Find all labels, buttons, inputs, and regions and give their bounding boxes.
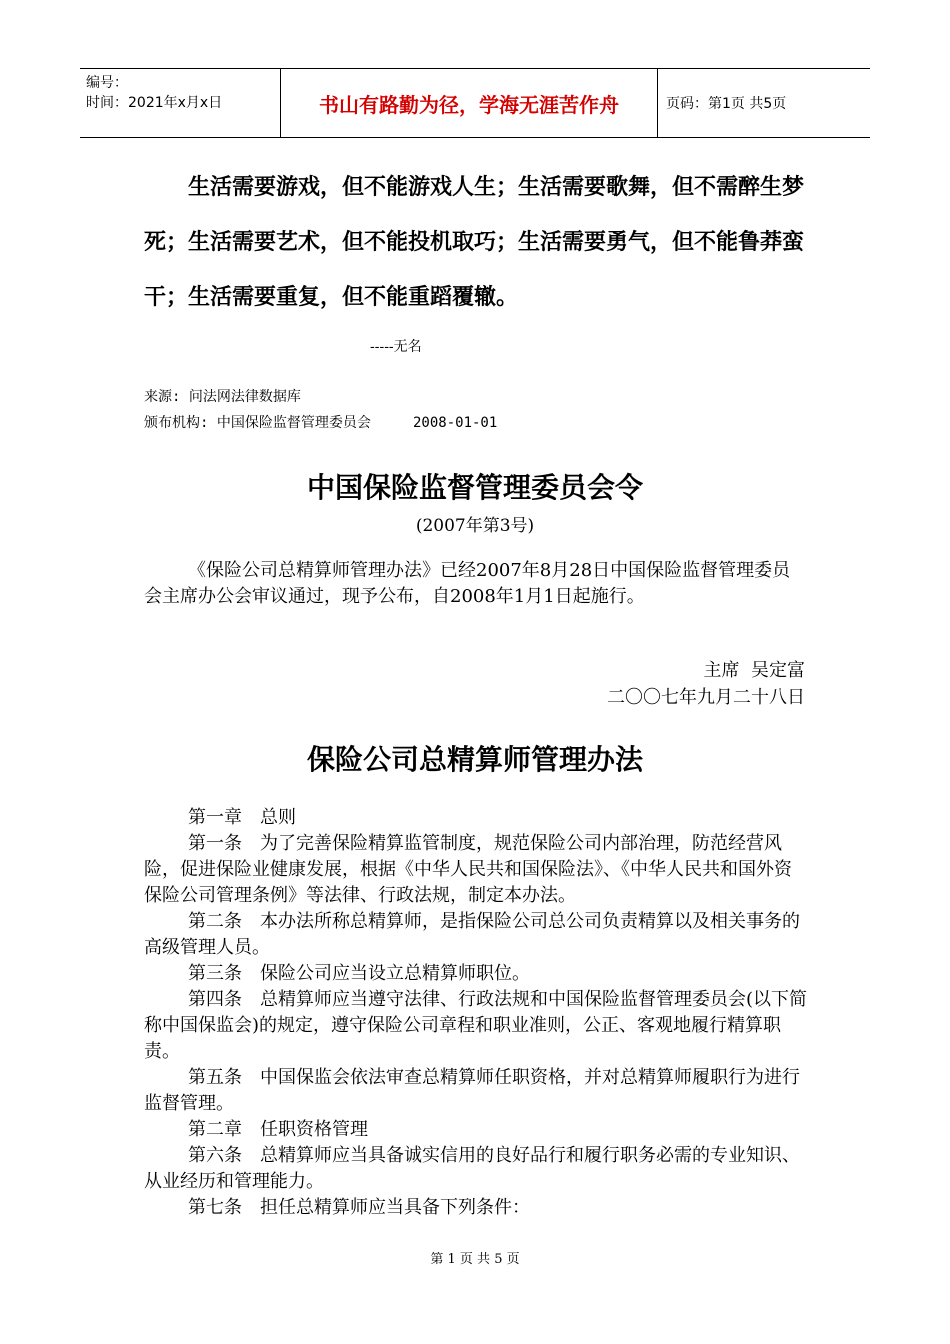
quote-text: 生活需要游戏，但不能游戏人生；生活需要歌舞，但不需醉生梦死；生活需要艺术，但不能投机取巧；生活需要勇气，但不能鲁莽蛮干；生活需要重复，但不能重蹈覆辙。 <box>144 175 805 310</box>
regulation-paragraph: 第一条 为了完善保险精算监管制度，规范保险公司内部治理，防范经营风险，促进保险业健康发展，根据《中华人民共和国保险法》、《中华人民共和国外资保险公司管理条例》等法律、行政法规，制定本办法。 <box>144 833 792 906</box>
regulation-paragraph: 第一章 总则 <box>188 807 296 828</box>
order-title: 中国保险监督管理委员会令 <box>306 471 643 504</box>
regulation-paragraph: 第七条 担任总精算师应当具备下列条件： <box>188 1197 530 1218</box>
regulation-body <box>144 805 808 1221</box>
order-date: 二〇〇七年九月二十八日 <box>607 687 805 708</box>
header-page-info: 页码：第1页 共5页 <box>666 96 787 112</box>
regulation-title: 保险公司总精算师管理办法 <box>306 743 643 776</box>
document-header <box>80 68 870 138</box>
source-line: 来源: 问法网法律数据库 <box>144 389 301 405</box>
quote-block <box>144 160 808 325</box>
regulation-paragraph: 第二章 任职资格管理 <box>188 1119 368 1140</box>
regulation-paragraph: 第三条 保险公司应当设立总精算师职位。 <box>188 963 530 984</box>
order-signer: 主席 吴定富 <box>703 660 805 681</box>
header-meta <box>80 69 280 137</box>
number-label: 编号： <box>86 75 128 91</box>
order-paragraph: 《保险公司总精算师管理办法》已经2007年8月28日中国保险监督管理委员会主席办公会审议通过，现予公布，自2008年1月1日起施行。 <box>144 560 791 607</box>
page-footer: 第 1 页 共 5 页 <box>430 1252 520 1267</box>
regulation-paragraph: 第五条 中国保监会依法审查总精算师任职资格，并对总精算师履职行为进行监督管理。 <box>144 1067 800 1114</box>
order-body <box>144 558 808 610</box>
quote-attribution: -----无名 <box>370 339 422 355</box>
issuer-line: 颁布机构: 中国保险监督管理委员会 2008-01-01 <box>144 415 498 431</box>
time-label: 时间：2021年x月x日 <box>86 95 223 111</box>
order-number: (2007年第3号) <box>415 516 535 536</box>
regulation-paragraph: 第六条 总精算师应当具备诚实信用的良好品行和履行职务必需的专业知识、从业经历和管理能力。 <box>144 1145 800 1192</box>
header-motto: 书山有路勤为径，学海无涯苦作舟 <box>280 69 658 137</box>
regulation-paragraph: 第二条 本办法所称总精算师，是指保险公司总公司负责精算以及相关事务的高级管理人员。 <box>144 911 800 958</box>
regulation-paragraph: 第四条 总精算师应当遵守法律、行政法规和中国保险监督管理委员会(以下简称中国保监会)的规定，遵守保险公司章程和职业准则，公正、客观地履行精算职责。 <box>144 989 808 1062</box>
